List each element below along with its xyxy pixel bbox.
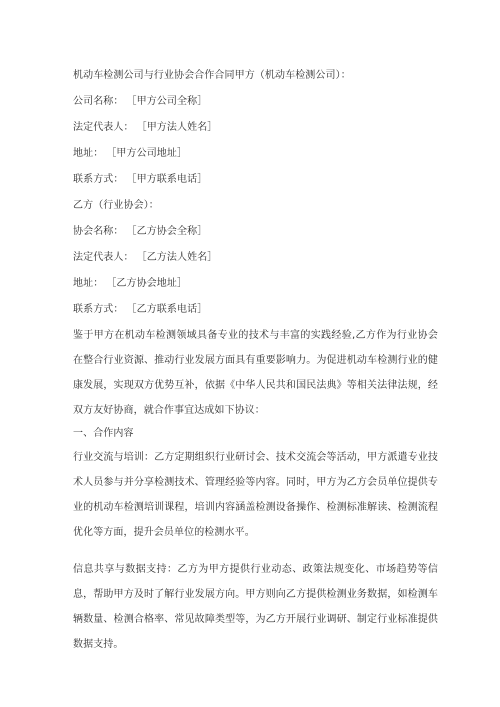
party-a-address-field <box>73 147 438 161</box>
section-heading-cooperation: 一、合作内容 <box>73 428 134 439</box>
party-b-name-field <box>73 225 438 239</box>
party-a-contact-field <box>73 173 438 187</box>
party-b-address-label: 地址： <box>73 278 104 289</box>
clause-exchange-training: 行业交流与培训：乙方定期组织行业研讨会、技术交流会等活动，甲方派遣专业技术人员参与并分享检测技术、管理经验等内容。同时，甲方为乙方会员单位提供专业的机动车检测培训课程，培训内容涵盖检测设备操作、检测标准解读、检测流程优化等方面，提升会员单位的检测水平。 <box>73 452 438 538</box>
party-b-address-value: ［乙方协会地址］ <box>111 278 188 289</box>
preamble-paragraph: 鉴于甲方在机动车检测领域具备专业的技术与丰富的实践经验,乙方作为行业协会在整合行业资源、推动行业发展方面具有重要影响力。为促进机动车检测行业的健康发展，实现双方优势互补，依据《中华人民共和国民法典》等相关法律法规，经双方友好协商，就合作事宜达成如下协议： <box>73 330 438 416</box>
party-b-legal-rep-value: ［乙方法人姓名］ <box>141 252 218 263</box>
clause-info-sharing: 信息共享与数据支持：乙方为甲方提供行业动态、政策法规变化、市场趋势等信息，帮助甲方及时了解行业发展方向。甲方则向乙方提供检测业务数据，如检测车辆数量、检测合格率、常见故障类型等，为乙方开展行业调研、制定行业标准提供数据支持。 <box>73 564 438 650</box>
party-a-address-label: 地址： <box>73 148 104 159</box>
party-b-address-field <box>73 277 438 291</box>
party-a-address-value: ［甲方公司地址］ <box>111 148 188 159</box>
party-b-legal-rep-field <box>73 251 438 265</box>
party-b-contact-field <box>73 303 438 317</box>
party-a-name-label: 公司名称： <box>73 96 124 107</box>
contract-title: 机动车检测公司与行业协会合作合同甲方（机动车检测公司）： <box>73 70 351 81</box>
party-a-name-value: ［甲方公司全称］ <box>131 96 208 107</box>
party-a-name-field <box>73 95 438 109</box>
party-a-legal-rep-label: 法定代表人： <box>73 122 134 133</box>
party-a-contact-value: ［甲方联系电话］ <box>131 174 208 185</box>
party-a-contact-label: 联系方式： <box>73 174 124 185</box>
party-a-legal-rep-value: ［甲方法人姓名］ <box>141 122 218 133</box>
party-a-legal-rep-field <box>73 121 438 135</box>
party-b-contact-label: 联系方式： <box>73 304 124 315</box>
party-b-legal-rep-label: 法定代表人： <box>73 252 134 263</box>
party-b-contact-value: ［乙方联系电话］ <box>131 304 208 315</box>
party-b-heading: 乙方（行业协会）： <box>73 200 159 211</box>
party-b-name-value: ［乙方协会全称］ <box>131 226 208 237</box>
party-b-name-label: 协会名称： <box>73 226 124 237</box>
